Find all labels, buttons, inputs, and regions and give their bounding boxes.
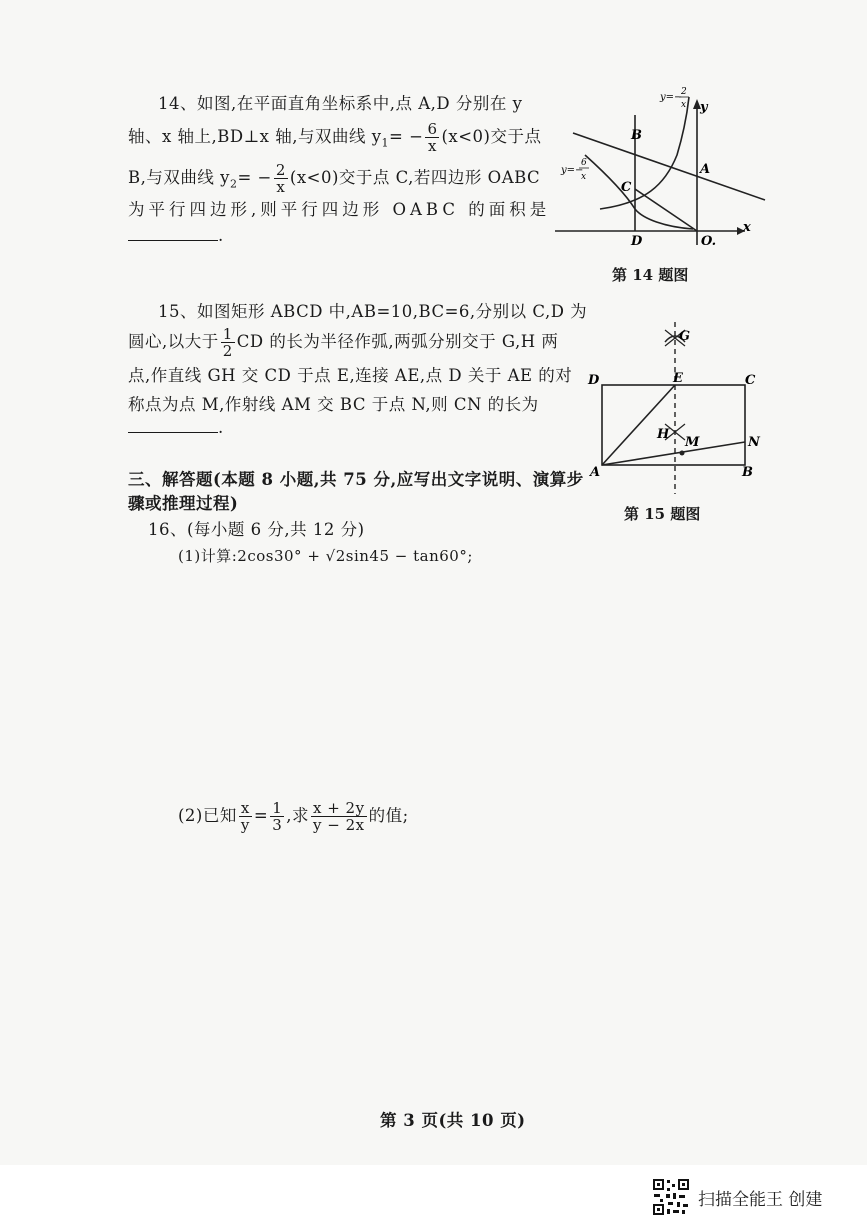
frac-num: 2 [275,161,286,179]
frac-num: 1 [272,799,283,817]
fig14-y2-label: y=− [660,92,683,103]
q16-part1: (1)计算:2cos30° + √2sin45 − tan60°; [178,547,473,565]
figure-14 [555,85,775,245]
section3-line2: 骤或推理过程) [128,494,239,513]
q14-line3-text: B,与双曲线 y [128,168,230,187]
fig14-y-label: y [700,100,708,115]
frac-den: 2 [222,342,233,360]
frac-num: x [239,800,252,817]
frac-den: y − 2x [312,816,365,834]
q14-line2-tail: (x<0)交于点 [441,127,542,146]
frac-num: x + 2y [312,799,365,817]
q14-line2 [128,121,542,154]
q14-line4: 为平行四边形,则平行四边形 OABC 的面积是 [128,200,551,219]
period: . [218,418,224,437]
line-BA [573,133,765,200]
q14-eq2: = − [237,168,272,187]
q14-line3-tail: (x<0)交于点 C,若四边形 OABC [289,168,541,187]
fig14-point-O: O. [701,234,717,245]
fig14-y1-num: 6 [581,158,587,168]
q16-frac2 [270,800,284,833]
fig14-point-C: C [621,180,632,195]
q14-eq1: = − [389,127,424,146]
fig15-point-E: E [673,371,683,386]
q16-frac3 [311,800,367,833]
fig14-y2-num: 2 [681,87,687,97]
fig15-point-N: N [748,435,760,450]
q15-answer-blank [128,418,224,437]
page-number: 第 3 页(共 10 页) [380,1111,526,1130]
fig14-x-label: x [743,220,751,235]
fig14-y1-den: x [581,172,587,182]
fig15-point-B: B [742,465,753,480]
q15-line4: 称点为点 M,作射线 AM 交 BC 于点 N,则 CN 的长为 [128,395,539,414]
q14-answer-blank [128,226,224,245]
q14-line3 [128,162,540,195]
q15-line2-text: 圆心,以大于 [128,332,219,351]
section3-line1: 三、解答题(本题 8 小题,共 75 分,应写出文字说明、演算步 [128,470,584,489]
fig14-point-A: A [700,162,711,177]
point-M-dot [680,451,685,456]
fig15-point-C: C [745,373,756,388]
figure-15 [585,322,765,497]
segment-AE [602,385,675,465]
q14-frac2 [274,162,288,195]
q14-sub1: 1 [381,136,390,150]
fig14-y1-label: y=− [561,165,584,176]
q15-line2 [128,326,558,359]
fig15-point-D: D [588,373,600,388]
answer-blank [128,418,218,433]
q15-line3: 点,作直线 GH 交 CD 于点 E,连接 AE,点 D 关于 AE 的对 [128,366,573,385]
hyperbola-y2 [600,97,689,209]
fig15-caption: 第 15 题图 [624,505,701,523]
ray-AN [602,442,745,465]
frac-den: y [240,816,250,834]
answer-blank [128,226,218,241]
frac-den: x [276,178,286,196]
frac-den: 3 [272,816,283,834]
fig15-point-H: H [657,427,670,442]
q14-line1: 14、如图,在平面直角坐标系中,点 A,D 分别在 y [158,94,523,113]
fig15-point-M: M [685,435,700,450]
fig15-point-A: A [590,465,601,480]
frac-num: 6 [427,120,438,138]
fig14-point-D: D [631,234,643,245]
q16-frac1 [239,800,252,833]
frac-num: 1 [222,325,233,343]
fig14-caption: 第 14 题图 [612,266,689,284]
q16-eq: = [253,806,269,825]
q15-frac [221,326,235,359]
scanner-credit: 扫描全能王 创建 [698,1190,823,1210]
q15-line1: 15、如图矩形 ABCD 中,AB=10,BC=6,分别以 C,D 为 [158,302,588,321]
period: . [218,226,224,245]
q14-line2-text: 轴、x 轴上,BD⊥x 轴,与双曲线 y [128,127,382,146]
q14-sub2: 2 [229,177,238,191]
q16-part2-label: (2)已知 [178,806,237,825]
fig15-point-G: G [679,329,691,344]
fig14-y2-den: x [681,100,687,110]
qr-code-icon [652,1178,690,1216]
frac-den: x [427,137,437,155]
q16-comma: ,求 [286,806,309,825]
q16-tail: 的值; [368,806,409,825]
q15-line2-tail: CD 的长为半径作弧,两弧分别交于 G,H 两 [236,332,559,351]
q14-frac1 [425,121,439,154]
q16-part2 [178,800,409,833]
q16-heading: 16、(每小题 6 分,共 12 分) [148,520,365,539]
fig14-point-B: B [631,128,642,143]
